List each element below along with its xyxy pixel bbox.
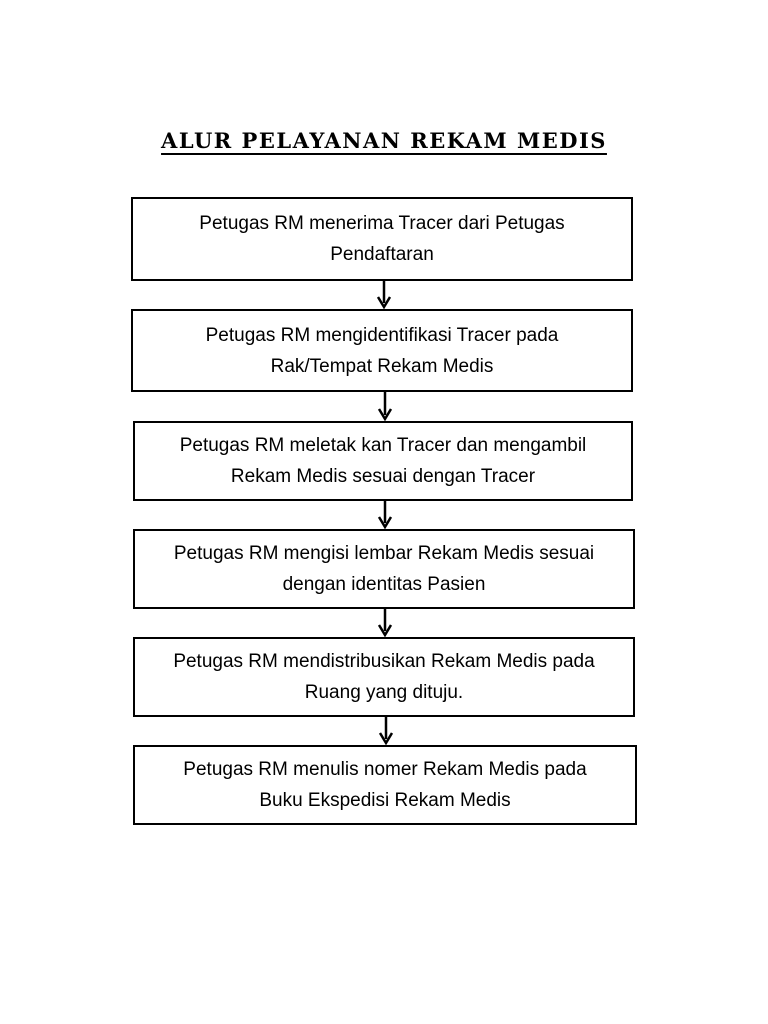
flow-step-1 <box>131 197 633 281</box>
flow-step-2-label: Petugas RM mengidentifikasi Tracer pada Rak/Tempat Rekam Medis <box>205 324 559 377</box>
connector-arrow-2 <box>376 392 394 421</box>
connector-arrow-1 <box>375 281 393 309</box>
flow-step-6-label: Petugas RM menulis nomer Rekam Medis pada Buku Ekspedisi Rekam Medis <box>183 759 587 811</box>
connector-arrow-4 <box>376 609 394 637</box>
flow-step-4-label: Petugas RM mengisi lembar Rekam Medis sesuai dengan identitas Pasien <box>173 543 595 595</box>
flow-step-4 <box>133 529 635 609</box>
connector-arrow-5 <box>377 717 395 745</box>
flow-step-2 <box>131 309 633 392</box>
flow-step-3-label: Petugas RM meletak kan Tracer dan mengambil Rekam Medis sesuai dengan Tracer <box>179 435 587 487</box>
connector-arrow-3 <box>376 501 394 529</box>
flow-step-6 <box>133 745 637 825</box>
flow-step-1-label: Petugas RM menerima Tracer dari Petugas Pendaftaran <box>199 213 565 265</box>
page-title-text: ALUR PELAYANAN REKAM MEDIS <box>161 128 607 153</box>
flow-step-3 <box>133 421 633 501</box>
flow-step-5 <box>133 637 635 717</box>
page-title <box>0 128 768 153</box>
flow-step-5-label: Petugas RM mendistribusikan Rekam Medis pada Ruang yang dituju. <box>173 651 595 703</box>
